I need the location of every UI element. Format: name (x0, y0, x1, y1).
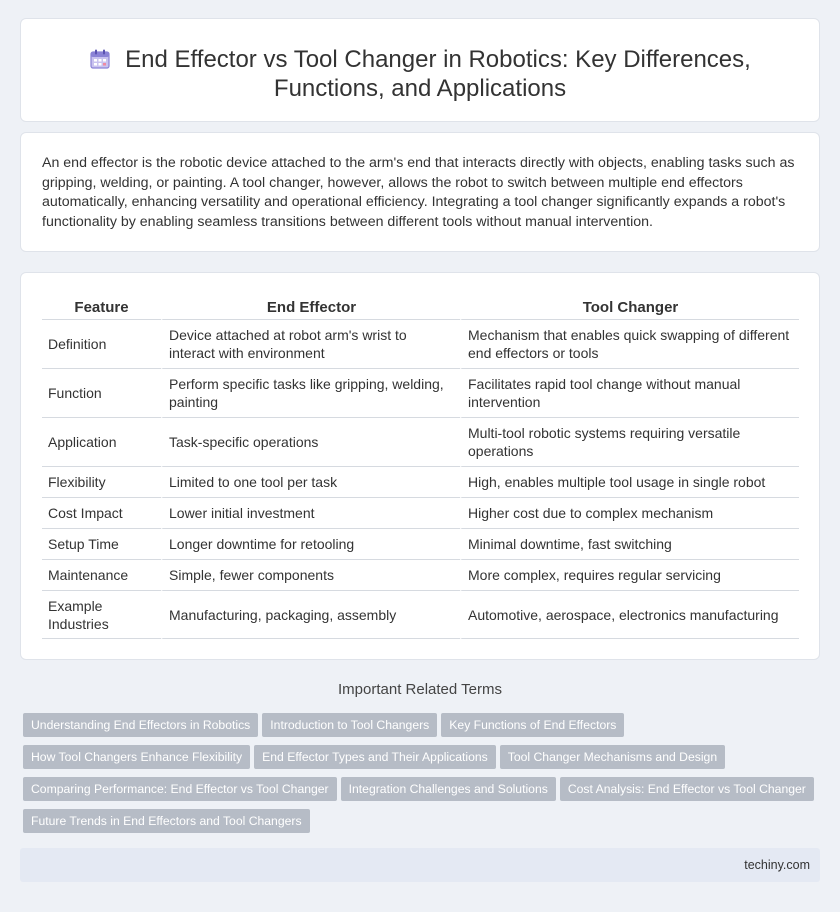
table-row (42, 498, 799, 529)
related-term-tag[interactable]: How Tool Changers Enhance Flexibility (23, 745, 250, 769)
related-term-tag[interactable]: End Effector Types and Their Applications (254, 745, 496, 769)
related-term-tag[interactable]: Integration Challenges and Solutions (341, 777, 556, 801)
table-row (42, 591, 799, 639)
title-line-1: End Effector vs Tool Changer in Robotics: Key Differences, (125, 46, 751, 73)
row-feature: Application (42, 418, 161, 467)
row-end-effector: Perform specific tasks like gripping, welding, painting (161, 369, 460, 418)
row-tool-changer: More complex, requires regular servicing (460, 560, 799, 591)
related-term-tag[interactable]: Key Functions of End Effectors (441, 713, 624, 737)
related-term-tag[interactable]: Understanding End Effectors in Robotics (23, 713, 258, 737)
header-feature: Feature (42, 297, 161, 320)
table-row (42, 369, 799, 418)
table-row (42, 320, 799, 369)
row-end-effector: Longer downtime for retooling (161, 529, 460, 560)
row-tool-changer: Facilitates rapid tool change without manual intervention (460, 369, 799, 418)
row-feature: Maintenance (42, 560, 161, 591)
row-tool-changer: Multi-tool robotic systems requiring versatile operations (460, 418, 799, 467)
footer-site-link[interactable]: techiny.com (744, 858, 810, 872)
table-row (42, 560, 799, 591)
table-row (42, 418, 799, 467)
intro-paragraph: An end effector is the robotic device attached to the arm's end that interacts directly with objects, enabling tasks such as gripping, welding, or painting. A tool changer, however, allows the robot to switch between multiple end effectors automatically, enhancing versatility and operational efficiency. Integrating a tool changer significantly expands a robot's functionality by enabling seamless transitions between different tools without manual intervention. (42, 155, 795, 230)
header-tool-changer: Tool Changer (460, 297, 799, 320)
row-tool-changer: Automotive, aerospace, electronics manufacturing (460, 591, 799, 639)
related-term-tag[interactable]: Future Trends in End Effectors and Tool Changers (23, 809, 310, 833)
row-tool-changer: Mechanism that enables quick swapping of different end effectors or tools (460, 320, 799, 369)
table-row (42, 529, 799, 560)
table-row (42, 467, 799, 498)
row-end-effector: Simple, fewer components (161, 560, 460, 591)
row-feature: Definition (42, 320, 161, 369)
related-term-tag[interactable]: Tool Changer Mechanisms and Design (500, 745, 725, 769)
header-end-effector: End Effector (161, 297, 460, 320)
row-tool-changer: High, enables multiple tool usage in single robot (460, 467, 799, 498)
calendar-icon (89, 48, 111, 70)
related-term-tag[interactable]: Comparing Performance: End Effector vs Tool Changer (23, 777, 337, 801)
page-title (21, 45, 819, 103)
related-term-tag[interactable]: Introduction to Tool Changers (262, 713, 437, 737)
comparison-table (42, 297, 799, 639)
row-end-effector: Lower initial investment (161, 498, 460, 529)
row-feature: Flexibility (42, 467, 161, 498)
related-term-tag[interactable]: Cost Analysis: End Effector vs Tool Changer (560, 777, 814, 801)
related-terms-title: Important Related Terms (338, 681, 502, 698)
table-header-row (42, 297, 799, 320)
row-feature: Function (42, 369, 161, 418)
row-end-effector: Limited to one tool per task (161, 467, 460, 498)
row-tool-changer: Minimal downtime, fast switching (460, 529, 799, 560)
row-feature: Cost Impact (42, 498, 161, 529)
title-card (20, 18, 820, 122)
row-end-effector: Task-specific operations (161, 418, 460, 467)
row-feature: Example Industries (42, 591, 161, 639)
row-end-effector: Device attached at robot arm's wrist to interact with environment (161, 320, 460, 369)
title-line-2: Functions, and Applications (273, 75, 567, 102)
comparison-card (20, 272, 820, 660)
row-tool-changer: Higher cost due to complex mechanism (460, 498, 799, 529)
footer (20, 848, 820, 882)
row-feature: Setup Time (42, 529, 161, 560)
row-end-effector: Manufacturing, packaging, assembly (161, 591, 460, 639)
intro-card (20, 132, 820, 252)
related-terms-list (23, 713, 823, 841)
